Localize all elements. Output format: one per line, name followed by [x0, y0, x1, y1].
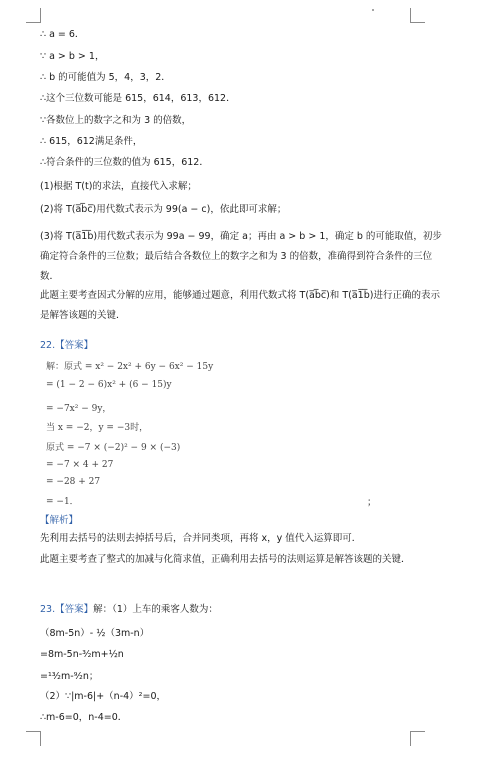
line-5: ∵各数位上的数字之和为 3 的倍数，: [40, 115, 192, 126]
line-1: ∴ a = 6．: [40, 29, 85, 40]
answer-heading-23: 23.【答案】: [40, 604, 94, 615]
solution-line-4: 当 x = −2，y = −3时，: [46, 423, 149, 433]
expr-line-1: （8m-5n）- ½（3m-n）: [40, 628, 150, 639]
line-7: ∴符合条件的三位数的值为 615，612．: [40, 157, 209, 168]
line-3: ∴ b 的可能值为 5，4，3，2．: [40, 72, 171, 83]
hint-1: (1)根据 T(t)的求法，直接代入求解；: [40, 181, 197, 192]
analysis-line-2: 此题主要考查了整式的加减与化简求值，正确利用去括号的法则运算是解答该题的关键．: [40, 554, 411, 565]
expr-line-5: ∴m-6=0，n-4=0．: [40, 712, 128, 723]
analysis-heading-22: 【解析】: [40, 515, 79, 526]
hint-2: (2)将 T(a̅b̅c̅)用代数式表示为 99(a − c)，依此即可求解；: [40, 204, 287, 215]
summary-21: 此题主要考查因式分解的应用，能够通过题意，利用代数式将 T(a̅b̅c̅)和 T(a̅1̅b̅)进行正确的表示是解答该题的关键．: [40, 290, 440, 321]
crop-mark-bottom-right: [410, 731, 425, 746]
expr-line-4: （2）∵|m-6|+（n-4）²=0，: [40, 691, 166, 702]
crop-mark-bottom-left: [26, 731, 41, 746]
semicolon: ；: [367, 497, 377, 508]
hint-3: (3)将 T(a̅1̅b̅)用代数式表示为 99a − 99，确定 a；再由 a > b > 1，确定 b 的可能取值，初步确定符合条件的三位数；最后结合各数位上的数字之和为 3 的倍数，准确得到符合条件的三位数．: [40, 231, 442, 282]
line-2: ∵ a > b > 1，: [40, 51, 105, 62]
solution-line-3: = −7x² − 9y，: [46, 404, 112, 414]
line-4: ∴这个三位数可能是 615，614，613，612．: [40, 93, 236, 104]
line-6: ∴ 615，612满足条件，: [40, 136, 143, 147]
question-23-line: [40, 603, 218, 616]
crop-mark-top-right: [410, 8, 425, 23]
solution-line-8: = −1．: [46, 497, 79, 507]
solution-line-7: = −28 + 27: [46, 477, 101, 487]
expr-line-3: =¹³⁄₂m-⁹⁄₂n；: [40, 671, 99, 682]
margin-dot: [372, 9, 374, 11]
q23-intro: 解：（1）上车的乘客人数为：: [93, 604, 218, 615]
expr-line-2: =8m-5n-³⁄₂m+½n: [40, 649, 124, 660]
analysis-line-1: 先利用去括号的法则去掉括号后，合并同类项，再将 x，y 值代入运算即可．: [40, 533, 362, 544]
solution-line-6: = −7 × 4 + 27: [46, 460, 114, 470]
solution-line-2: = (1 − 2 − 6)x² + (6 − 15)y: [46, 380, 172, 390]
answer-heading-22: 22.【答案】: [40, 340, 94, 351]
solution-line-5: 原式 = −7 × (−2)² − 9 × (−3): [46, 443, 181, 453]
solution-line-1: 解：原式 = x² − 2x² + 6y − 6x² − 15y: [46, 362, 214, 372]
crop-mark-top-left: [26, 8, 41, 23]
